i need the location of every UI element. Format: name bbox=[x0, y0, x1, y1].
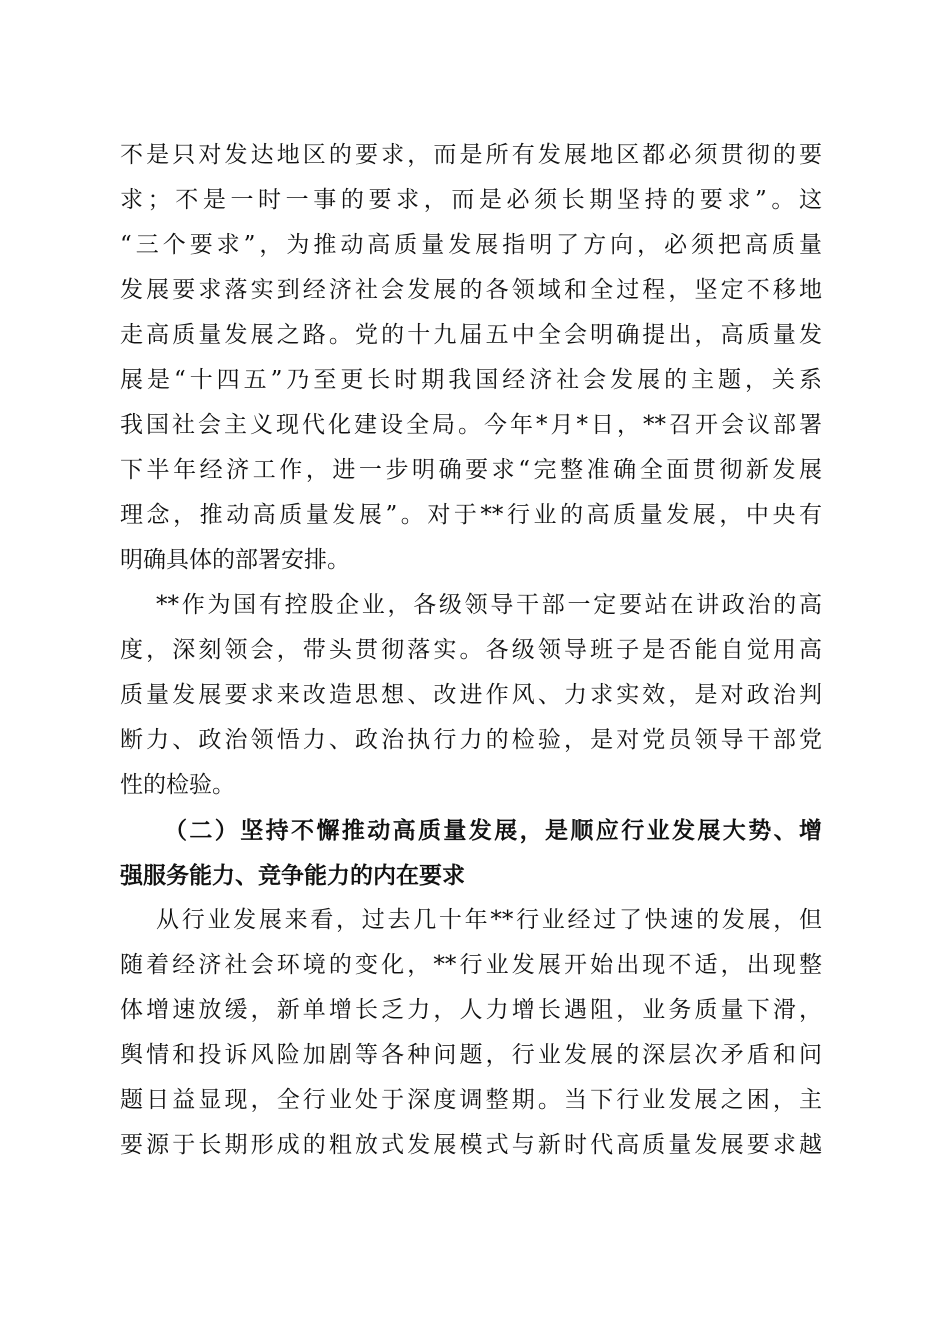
heading-line: （二）坚持不懈推动高质量发展，是顺应行业发展大势、增 bbox=[164, 817, 822, 844]
section-heading-2 bbox=[120, 808, 822, 898]
document-body bbox=[120, 133, 822, 1168]
paragraph-line: 体增速放缓，新单增长乏力，人力增长遇阻，业务质量下滑， bbox=[120, 997, 822, 1023]
heading-line: 强服务能力、竞争能力的内在要求 bbox=[120, 862, 465, 889]
paragraph-line: “三个要求”，为推动高质量发展指明了方向，必须把高质量 bbox=[120, 232, 822, 258]
paragraph-line: 明确具体的部署安排。 bbox=[120, 547, 350, 573]
paragraph-line: 断力、政治领悟力、政治执行力的检验，是对党员领导干部党 bbox=[120, 727, 822, 753]
paragraph-line: **作为国有控股企业，各级领导干部一定要站在讲政治的高 bbox=[156, 592, 822, 618]
paragraph-line: 质量发展要求来改造思想、改进作风、力求实效，是对政治判 bbox=[120, 682, 822, 708]
paragraph-2 bbox=[120, 583, 822, 808]
paragraph-line: 我国社会主义现代化建设全局。今年*月*日，**召开会议部署 bbox=[120, 412, 822, 438]
paragraph-line: 题日益显现，全行业处于深度调整期。当下行业发展之困，主 bbox=[120, 1087, 822, 1113]
paragraph-line: 理念，推动高质量发展”。对于**行业的高质量发展，中央有 bbox=[120, 502, 822, 528]
paragraph-line: 求；不是一时一事的要求，而是必须长期坚持的要求”。这 bbox=[120, 187, 822, 213]
paragraph-line: 舆情和投诉风险加剧等各种问题，行业发展的深层次矛盾和问 bbox=[120, 1042, 822, 1068]
paragraph-line: 走高质量发展之路。党的十九届五中全会明确提出，高质量发 bbox=[120, 322, 822, 348]
paragraph-line: 要源于长期形成的粗放式发展模式与新时代高质量发展要求越 bbox=[120, 1132, 822, 1158]
paragraph-3 bbox=[120, 898, 822, 1168]
paragraph-line: 性的检验。 bbox=[120, 772, 235, 798]
paragraph-line: 度，深刻领会，带头贯彻落实。各级领导班子是否能自觉用高 bbox=[120, 637, 822, 663]
paragraph-line: 下半年经济工作，进一步明确要求“完整准确全面贯彻新发展 bbox=[120, 457, 822, 483]
paragraph-line: 随着经济社会环境的变化，**行业发展开始出现不适，出现整 bbox=[120, 952, 822, 978]
paragraph-line: 展是“十四五”乃至更长时期我国经济社会发展的主题，关系 bbox=[120, 367, 822, 393]
paragraph-1 bbox=[120, 133, 822, 583]
paragraph-line: 不是只对发达地区的要求，而是所有发展地区都必须贯彻的要 bbox=[120, 142, 822, 168]
paragraph-line: 发展要求落实到经济社会发展的各领域和全过程，坚定不移地 bbox=[120, 277, 822, 303]
paragraph-line: 从行业发展来看，过去几十年**行业经过了快速的发展，但 bbox=[156, 907, 822, 933]
